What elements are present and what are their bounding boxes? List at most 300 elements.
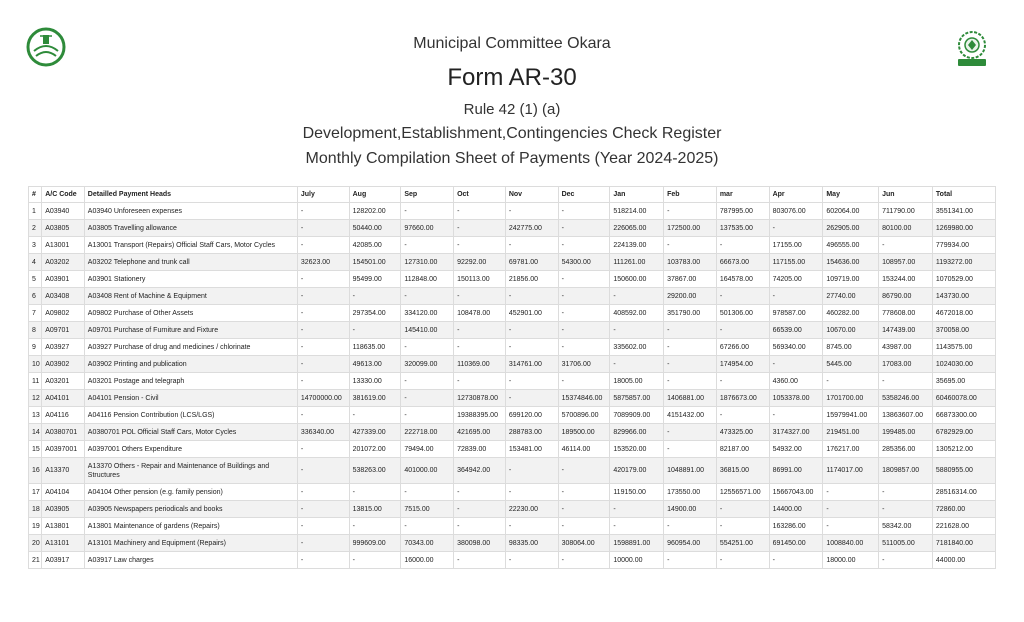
sep-cell: 97660.00 (401, 220, 454, 237)
aug-cell: 201072.00 (349, 441, 401, 458)
dec-cell: - (558, 305, 610, 322)
apr-cell: 3174327.00 (769, 424, 823, 441)
feb-cell: 960954.00 (664, 535, 717, 552)
nov-cell: 288783.00 (505, 424, 558, 441)
dec-cell: - (558, 518, 610, 535)
apr-cell: 54932.00 (769, 441, 823, 458)
july-cell: - (297, 458, 349, 484)
payment-head-cell: A13001 Transport (Repairs) Official Staff Cars, Motor Cycles (84, 237, 297, 254)
nov-cell: 699120.00 (505, 407, 558, 424)
aug-cell: 49613.00 (349, 356, 401, 373)
sep-cell: 7515.00 (401, 501, 454, 518)
jan-cell: 408592.00 (610, 305, 664, 322)
feb-cell: 1406881.00 (664, 390, 717, 407)
jun-cell: - (879, 552, 933, 569)
july-cell: - (297, 356, 349, 373)
payment-head-cell: A03902 Printing and publication (84, 356, 297, 373)
row-number: 16 (29, 458, 42, 484)
oct-cell: - (454, 484, 506, 501)
nov-cell: 22230.00 (505, 501, 558, 518)
july-cell: - (297, 407, 349, 424)
nov-cell: 242775.00 (505, 220, 558, 237)
payment-head-cell: A0380701 POL Official Staff Cars, Motor Cycles (84, 424, 297, 441)
ac-code-cell: A03902 (42, 356, 85, 373)
aug-cell: 13330.00 (349, 373, 401, 390)
table-row (29, 271, 996, 288)
payment-head-cell: A03805 Travelling allowance (84, 220, 297, 237)
apr-cell: - (769, 407, 823, 424)
jan-cell: 829966.00 (610, 424, 664, 441)
mar-cell: - (716, 501, 769, 518)
register-title: Development,Establishment,Contingencies Check Register (302, 125, 722, 142)
jan-cell: 18005.00 (610, 373, 664, 390)
mar-cell: 501306.00 (716, 305, 769, 322)
dec-cell: 189500.00 (558, 424, 610, 441)
feb-cell: 37867.00 (664, 271, 717, 288)
total-cell: 143730.00 (932, 288, 995, 305)
payment-head-cell: A04101 Pension - Civil (84, 390, 297, 407)
col-header-mar: mar (716, 187, 769, 203)
table-row (29, 484, 996, 501)
jun-cell: 199485.00 (879, 424, 933, 441)
table-row (29, 356, 996, 373)
col-header-nov: Nov (505, 187, 558, 203)
apr-cell: 803076.00 (769, 203, 823, 220)
apr-cell: - (769, 356, 823, 373)
oct-cell: - (454, 552, 506, 569)
sep-cell: 145410.00 (401, 322, 454, 339)
apr-cell: 17155.00 (769, 237, 823, 254)
total-cell: 221628.00 (932, 518, 995, 535)
nov-cell: - (505, 458, 558, 484)
july-cell: - (297, 288, 349, 305)
apr-cell: 691450.00 (769, 535, 823, 552)
nov-cell: - (505, 339, 558, 356)
oct-cell: 72839.00 (454, 441, 506, 458)
mar-cell: 1876673.00 (716, 390, 769, 407)
oct-cell: 150113.00 (454, 271, 506, 288)
payment-head-cell: A13370 Others - Repair and Maintenance of Buildings and Structures (84, 458, 297, 484)
may-cell: 1008840.00 (823, 535, 879, 552)
apr-cell: 117155.00 (769, 254, 823, 271)
table-row (29, 220, 996, 237)
total-cell: 35695.00 (932, 373, 995, 390)
sep-cell: 70343.00 (401, 535, 454, 552)
ac-code-cell: A13001 (42, 237, 85, 254)
row-number: 20 (29, 535, 42, 552)
rule-reference: Rule 42 (1) (a) (463, 101, 561, 118)
apr-cell: 15667043.00 (769, 484, 823, 501)
feb-cell: 14900.00 (664, 501, 717, 518)
oct-cell: - (454, 322, 506, 339)
may-cell: 15979941.00 (823, 407, 879, 424)
dec-cell: - (558, 552, 610, 569)
ac-code-cell: A04101 (42, 390, 85, 407)
dec-cell: - (558, 501, 610, 518)
col-header-total: Total (932, 187, 995, 203)
aug-cell: 154501.00 (349, 254, 401, 271)
mar-cell: 473325.00 (716, 424, 769, 441)
col-header-dec: Dec (558, 187, 610, 203)
apr-cell: 1053378.00 (769, 390, 823, 407)
payment-head-cell: A0397001 Others Expenditure (84, 441, 297, 458)
oct-cell: - (454, 501, 506, 518)
dec-cell: - (558, 373, 610, 390)
aug-cell: 50440.00 (349, 220, 401, 237)
payment-head-cell: A03940 Unforeseen expenses (84, 203, 297, 220)
jan-cell: 5875857.00 (610, 390, 664, 407)
payment-head-cell: A04116 Pension Contribution (LCS/LGS) (84, 407, 297, 424)
table-row (29, 288, 996, 305)
apr-cell: 14400.00 (769, 501, 823, 518)
ac-code-cell: A03901 (42, 271, 85, 288)
apr-cell: 978587.00 (769, 305, 823, 322)
sep-cell: 127310.00 (401, 254, 454, 271)
ac-code-cell: A13370 (42, 458, 85, 484)
col-header-may: May (823, 187, 879, 203)
row-number: 21 (29, 552, 42, 569)
jan-cell: 518214.00 (610, 203, 664, 220)
jan-cell: 1598891.00 (610, 535, 664, 552)
may-cell: 602064.00 (823, 203, 879, 220)
oct-cell: - (454, 237, 506, 254)
oct-cell: 19388395.00 (454, 407, 506, 424)
sep-cell: 16000.00 (401, 552, 454, 569)
oct-cell: - (454, 518, 506, 535)
register-subtitle: Monthly Compilation Sheet of Payments (Year 2024-2025) (305, 150, 719, 167)
table-row (29, 441, 996, 458)
total-cell: 1070529.00 (932, 271, 995, 288)
table-row (29, 535, 996, 552)
ac-code-cell: A03905 (42, 501, 85, 518)
payment-head-cell: A03905 Newspapers periodicals and books (84, 501, 297, 518)
dec-cell: - (558, 288, 610, 305)
apr-cell: 569340.00 (769, 339, 823, 356)
ac-code-cell: A03408 (42, 288, 85, 305)
total-cell: 66873300.00 (932, 407, 995, 424)
jun-cell: 778608.00 (879, 305, 933, 322)
july-cell: - (297, 501, 349, 518)
mar-cell: 82187.00 (716, 441, 769, 458)
ac-code-cell: A03202 (42, 254, 85, 271)
col-header-july: July (297, 187, 349, 203)
payment-head-cell: A13801 Maintenance of gardens (Repairs) (84, 518, 297, 535)
sep-cell: 334120.00 (401, 305, 454, 322)
payments-table (28, 186, 996, 569)
table-row (29, 322, 996, 339)
aug-cell: 128202.00 (349, 203, 401, 220)
total-cell: 1143575.00 (932, 339, 995, 356)
feb-cell: 4151432.00 (664, 407, 717, 424)
ac-code-cell: A13101 (42, 535, 85, 552)
col-header-feb: Feb (664, 187, 717, 203)
jan-cell: - (610, 288, 664, 305)
jan-cell: - (610, 322, 664, 339)
jan-cell: 226065.00 (610, 220, 664, 237)
feb-cell: - (664, 339, 717, 356)
nov-cell: - (505, 484, 558, 501)
jun-cell: 13863607.00 (879, 407, 933, 424)
dec-cell: 15374846.00 (558, 390, 610, 407)
feb-cell: - (664, 518, 717, 535)
oct-cell: 380098.00 (454, 535, 506, 552)
nov-cell: 21856.00 (505, 271, 558, 288)
may-cell: - (823, 518, 879, 535)
july-cell: - (297, 339, 349, 356)
row-number: 3 (29, 237, 42, 254)
total-cell: 1305212.00 (932, 441, 995, 458)
may-cell: - (823, 501, 879, 518)
total-cell: 44000.00 (932, 552, 995, 569)
ac-code-cell: A04104 (42, 484, 85, 501)
mar-cell: - (716, 407, 769, 424)
ac-code-cell: A03805 (42, 220, 85, 237)
nov-cell: - (505, 237, 558, 254)
mar-cell: 66673.00 (716, 254, 769, 271)
oct-cell: 92292.00 (454, 254, 506, 271)
jan-cell: 335602.00 (610, 339, 664, 356)
ac-code-cell: A03917 (42, 552, 85, 569)
mar-cell: - (716, 373, 769, 390)
jun-cell: 153244.00 (879, 271, 933, 288)
jun-cell: - (879, 484, 933, 501)
jan-cell: 420179.00 (610, 458, 664, 484)
feb-cell: 351790.00 (664, 305, 717, 322)
row-number: 11 (29, 373, 42, 390)
may-cell: 27740.00 (823, 288, 879, 305)
table-body (29, 203, 996, 569)
may-cell: 8745.00 (823, 339, 879, 356)
ac-code-cell: A0380701 (42, 424, 85, 441)
aug-cell: - (349, 552, 401, 569)
sep-cell: 320099.00 (401, 356, 454, 373)
dec-cell: - (558, 237, 610, 254)
feb-cell: 29200.00 (664, 288, 717, 305)
aug-cell: - (349, 484, 401, 501)
aug-cell: - (349, 288, 401, 305)
feb-cell: - (664, 322, 717, 339)
mar-cell: - (716, 322, 769, 339)
jan-cell: - (610, 356, 664, 373)
total-cell: 60460078.00 (932, 390, 995, 407)
row-number: 8 (29, 322, 42, 339)
jun-cell: - (879, 501, 933, 518)
ac-code-cell: A09701 (42, 322, 85, 339)
total-cell: 5880955.00 (932, 458, 995, 484)
oct-cell: 110369.00 (454, 356, 506, 373)
payment-head-cell: A09701 Purchase of Furniture and Fixture (84, 322, 297, 339)
jan-cell: 224139.00 (610, 237, 664, 254)
mar-cell: 67266.00 (716, 339, 769, 356)
july-cell: 14700000.00 (297, 390, 349, 407)
jun-cell: 147439.00 (879, 322, 933, 339)
may-cell: 496555.00 (823, 237, 879, 254)
oct-cell: 421695.00 (454, 424, 506, 441)
feb-cell: - (664, 552, 717, 569)
row-number: 2 (29, 220, 42, 237)
dec-cell: 5700896.00 (558, 407, 610, 424)
mar-cell: 137535.00 (716, 220, 769, 237)
mar-cell: 12556571.00 (716, 484, 769, 501)
jun-cell: 511005.00 (879, 535, 933, 552)
nov-cell: - (505, 373, 558, 390)
row-number: 10 (29, 356, 42, 373)
sep-cell: 401000.00 (401, 458, 454, 484)
may-cell: - (823, 373, 879, 390)
july-cell: - (297, 220, 349, 237)
total-cell: 779934.00 (932, 237, 995, 254)
mar-cell: - (716, 288, 769, 305)
total-cell: 3551341.00 (932, 203, 995, 220)
sep-cell: - (401, 407, 454, 424)
form-title: Form AR-30 (447, 64, 577, 91)
jun-cell: 285356.00 (879, 441, 933, 458)
dec-cell: - (558, 271, 610, 288)
apr-cell: - (769, 220, 823, 237)
ac-code-cell: A03927 (42, 339, 85, 356)
jun-cell: 86790.00 (879, 288, 933, 305)
ac-code-cell: A04116 (42, 407, 85, 424)
july-cell: 336340.00 (297, 424, 349, 441)
aug-cell: 42085.00 (349, 237, 401, 254)
aug-cell: - (349, 407, 401, 424)
nov-cell: - (505, 390, 558, 407)
july-cell: - (297, 552, 349, 569)
mar-cell: 164578.00 (716, 271, 769, 288)
nov-cell: - (505, 288, 558, 305)
total-cell: 6782929.00 (932, 424, 995, 441)
total-cell: 28516314.00 (932, 484, 995, 501)
oct-cell: - (454, 220, 506, 237)
may-cell: 1701700.00 (823, 390, 879, 407)
nov-cell: 69781.00 (505, 254, 558, 271)
oct-cell: 12730878.00 (454, 390, 506, 407)
july-cell: - (297, 305, 349, 322)
jan-cell: - (610, 501, 664, 518)
table-header-row (29, 187, 996, 203)
table-row (29, 458, 996, 484)
payment-head-cell: A03408 Rent of Machine & Equipment (84, 288, 297, 305)
col-header-apr: Apr (769, 187, 823, 203)
table-row (29, 203, 996, 220)
feb-cell: - (664, 441, 717, 458)
apr-cell: 163286.00 (769, 518, 823, 535)
table-row (29, 501, 996, 518)
july-cell: 32623.00 (297, 254, 349, 271)
july-cell: - (297, 373, 349, 390)
total-cell: 370058.00 (932, 322, 995, 339)
jun-cell: 711790.00 (879, 203, 933, 220)
table-row (29, 518, 996, 535)
total-cell: 1193272.00 (932, 254, 995, 271)
nov-cell: 98335.00 (505, 535, 558, 552)
jun-cell: - (879, 373, 933, 390)
aug-cell: 118635.00 (349, 339, 401, 356)
feb-cell: - (664, 424, 717, 441)
jan-cell: 153520.00 (610, 441, 664, 458)
total-cell: 1024030.00 (932, 356, 995, 373)
table-row (29, 254, 996, 271)
sep-cell: - (401, 373, 454, 390)
may-cell: 154636.00 (823, 254, 879, 271)
table-row (29, 407, 996, 424)
mar-cell: - (716, 552, 769, 569)
col-header-sep: Sep (401, 187, 454, 203)
col-header-payment-heads: Detailled Payment Heads (84, 187, 297, 203)
row-number: 5 (29, 271, 42, 288)
jun-cell: 58342.00 (879, 518, 933, 535)
table-row (29, 390, 996, 407)
payment-head-cell: A09802 Purchase of Other Assets (84, 305, 297, 322)
payment-head-cell: A03917 Law charges (84, 552, 297, 569)
apr-cell: 66539.00 (769, 322, 823, 339)
may-cell: 219451.00 (823, 424, 879, 441)
mar-cell: 787995.00 (716, 203, 769, 220)
jan-cell: 7089909.00 (610, 407, 664, 424)
row-number: 18 (29, 501, 42, 518)
row-number: 9 (29, 339, 42, 356)
sep-cell: 112848.00 (401, 271, 454, 288)
feb-cell: 172500.00 (664, 220, 717, 237)
may-cell: - (823, 484, 879, 501)
payment-head-cell: A04104 Other pension (e.g. family pension) (84, 484, 297, 501)
row-number: 17 (29, 484, 42, 501)
col-header-ac-code: A/C Code (42, 187, 85, 203)
aug-cell: - (349, 322, 401, 339)
payment-head-cell: A03927 Purchase of drug and medicines / chlorinate (84, 339, 297, 356)
jun-cell: 1809857.00 (879, 458, 933, 484)
table-row (29, 424, 996, 441)
feb-cell: 1048891.00 (664, 458, 717, 484)
jun-cell: 43987.00 (879, 339, 933, 356)
dec-cell: 54300.00 (558, 254, 610, 271)
table-row (29, 305, 996, 322)
sep-cell: - (401, 288, 454, 305)
total-cell: 7181840.00 (932, 535, 995, 552)
row-number: 1 (29, 203, 42, 220)
july-cell: - (297, 518, 349, 535)
dec-cell: - (558, 322, 610, 339)
col-header-number: # (29, 187, 42, 203)
payment-head-cell: A13101 Machinery and Equipment (Repairs) (84, 535, 297, 552)
jan-cell: - (610, 518, 664, 535)
dec-cell: - (558, 220, 610, 237)
feb-cell: 103783.00 (664, 254, 717, 271)
aug-cell: 13815.00 (349, 501, 401, 518)
mar-cell: 36815.00 (716, 458, 769, 484)
aug-cell: 95499.00 (349, 271, 401, 288)
july-cell: - (297, 535, 349, 552)
july-cell: - (297, 237, 349, 254)
may-cell: 262905.00 (823, 220, 879, 237)
july-cell: - (297, 271, 349, 288)
may-cell: 18000.00 (823, 552, 879, 569)
jun-cell: 5358246.00 (879, 390, 933, 407)
ac-code-cell: A0397001 (42, 441, 85, 458)
apr-cell: 4360.00 (769, 373, 823, 390)
sep-cell: - (401, 203, 454, 220)
may-cell: 5445.00 (823, 356, 879, 373)
july-cell: - (297, 322, 349, 339)
row-number: 14 (29, 424, 42, 441)
row-number: 19 (29, 518, 42, 535)
mar-cell: - (716, 518, 769, 535)
july-cell: - (297, 203, 349, 220)
ac-code-cell: A13801 (42, 518, 85, 535)
dec-cell: - (558, 339, 610, 356)
ac-code-cell: A09802 (42, 305, 85, 322)
apr-cell: - (769, 552, 823, 569)
